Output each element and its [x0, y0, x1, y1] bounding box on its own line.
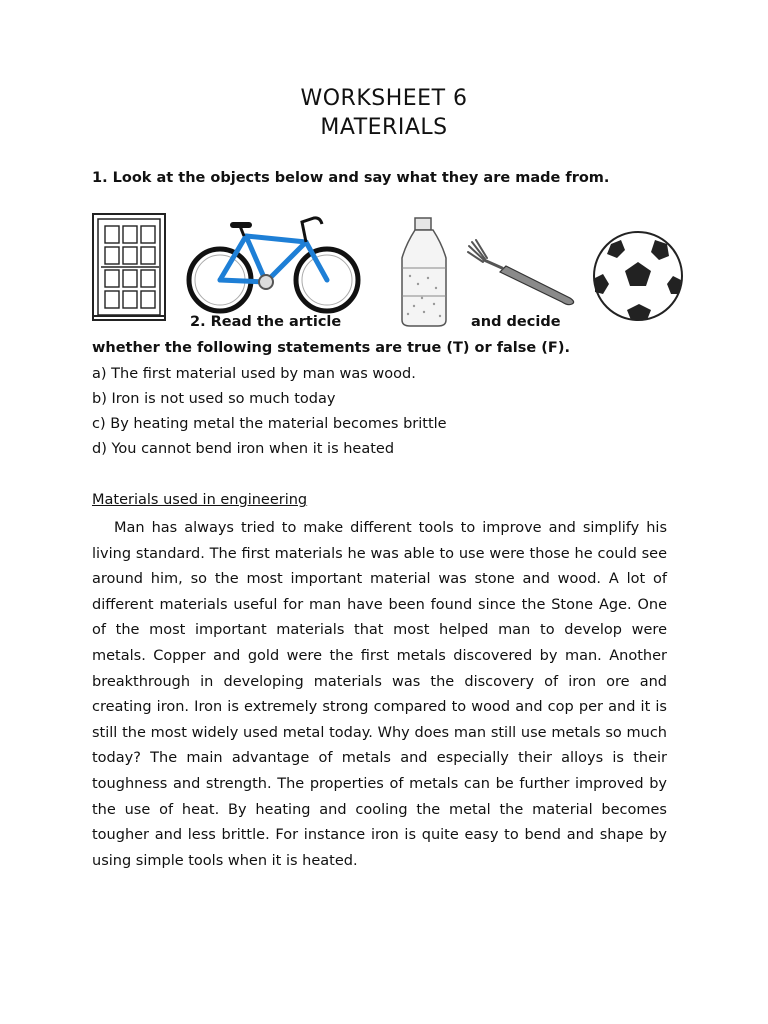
- statement-a: [92, 366, 416, 382]
- title-line-1: WORKSHEET 6: [300, 86, 468, 111]
- bottle-icon: [388, 214, 460, 330]
- football-icon: [589, 230, 687, 322]
- article-heading: Materials used in engineering: [92, 492, 308, 508]
- statement-d: [92, 441, 394, 457]
- statement-text: The first material used by man was wood.: [106, 366, 416, 382]
- bicycle-icon: [184, 212, 364, 316]
- statement-marker: b): [92, 391, 107, 407]
- statement-b: [92, 391, 335, 407]
- question-2-prompt-line2: whether the following statements are true (T) or false (F).: [92, 340, 570, 356]
- article-body: Man has always tried to make different tools to improve and simplify his living standard. The first materials he was able to use were those he could see around him, so the most important material was stone and wood. A lot of different materials useful for man have been found since the Stone Age. One of the most important materials that most helped man to develop were metals. Copper and gold were the first metals discovered by man. Another breakthrough in developing materials was the discovery of iron ore and creating iron. Iron is extremely strong compared to wood and cop per and it is still the most widely used metal today. Why does man still use metals so much today? The main advantage of metals and especially their alloys is their toughness and strength. The properties of metals can be further improved by the use of heat. By heating and cooling the metal the material becomes tougher and less brittle. For instance iron is quite easy to bend and shape by using simple tools when it is heated.: [92, 520, 667, 869]
- statement-marker: a): [92, 366, 107, 382]
- statement-text: You cannot bend iron when it is heated: [106, 441, 395, 457]
- window-icon: [90, 212, 170, 324]
- statement-marker: c): [92, 416, 106, 432]
- statement-text: By heating metal the material becomes brittle: [105, 416, 447, 432]
- fork-icon: [466, 238, 580, 308]
- title-line-2: MATERIALS: [320, 115, 448, 140]
- statement-marker: d): [92, 441, 107, 457]
- statement-c: [92, 416, 447, 432]
- statement-text: Iron is not used so much today: [106, 391, 336, 407]
- question-2-prompt-part2: and decide: [471, 314, 561, 330]
- question-1-prompt: 1. Look at the objects below and say what they are made from.: [92, 170, 610, 186]
- question-2-prompt-part1: 2. Read the article: [190, 314, 342, 330]
